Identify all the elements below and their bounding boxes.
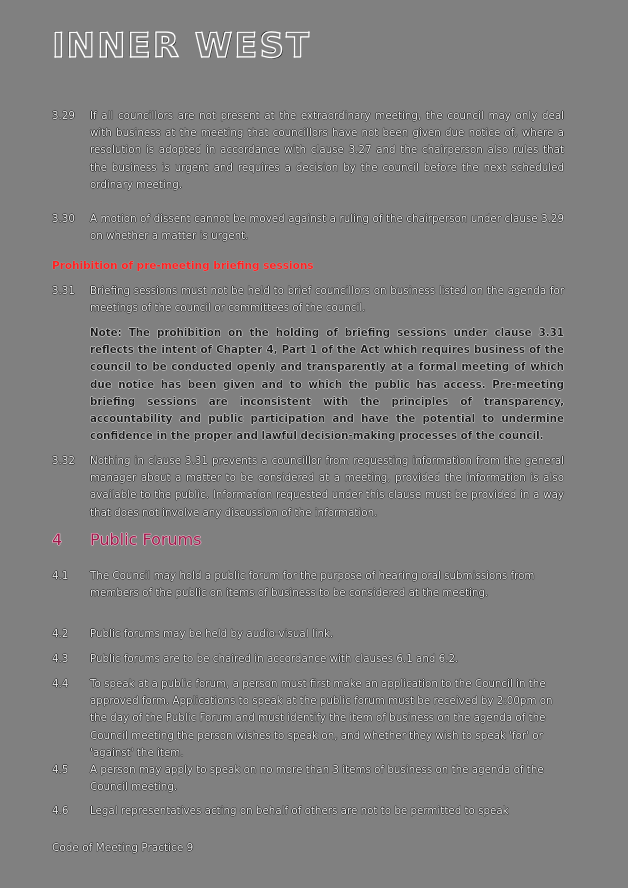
section-number: 4 xyxy=(52,530,63,549)
clause-text: The Council may hold a public forum for the purpose of hearing oral submissions from members of the public on items of business to be considered at the meeting. xyxy=(90,570,535,600)
clause-text: A motion of dissent cannot be moved against a ruling of the chairperson under clause 3.29 on whether a matter is urgent. xyxy=(90,213,564,243)
clause-3-29 xyxy=(52,108,564,194)
clause-3-32 xyxy=(52,453,564,522)
clause-text: Public forums may be held by audio-visual link. xyxy=(90,628,334,640)
clause-text: Briefing sessions must not be held to brief councillors on business listed on the agenda for meetings of the council or committees of the council. xyxy=(90,285,564,315)
clause-4-5 xyxy=(52,762,564,796)
clause-text: If all councillors are not present at the extraordinary meeting, the council may only deal with business at the meeting that councillors have not been given due notice of, where a resolution is adopted in accordance with clause 3.27 and the chairperson also rules that the business is urgent and requires a decision by the council before the next scheduled ordinary meeting. xyxy=(90,110,564,191)
subheading-briefing-sessions: Prohibition of pre-meeting briefing sessions xyxy=(52,260,314,272)
clause-text: Public forums are to be chaired in accordance with clauses 6.1 and 6.2. xyxy=(90,653,459,665)
page-footer: Code of Meeting Practice 9 xyxy=(52,842,194,854)
clause-4-6 xyxy=(52,803,564,820)
clause-4-2 xyxy=(52,626,564,643)
clause-number: 4.3 xyxy=(52,653,69,665)
clause-number: 3.32 xyxy=(52,455,75,467)
inner-west-logo: INNER WEST xyxy=(52,26,312,66)
clause-number: 4.2 xyxy=(52,628,69,640)
clause-4-1 xyxy=(52,568,564,602)
clause-3-31 xyxy=(52,283,564,317)
clause-number: 4.1 xyxy=(52,570,69,582)
clause-number: 4.4 xyxy=(52,678,69,690)
clause-text: Nothing in clause 3.31 prevents a councillor from requesting information from the general manager about a matter to be considered at a meeting, provided the information is also available to the public. Information requested under this clause must be provided in a way that does not involve any discussion of the information. xyxy=(90,455,564,519)
clause-number: 3.29 xyxy=(52,110,75,122)
clause-number: 4.5 xyxy=(52,764,69,776)
clause-number: 4.6 xyxy=(52,805,69,817)
clause-text: Legal representatives acting on behalf of others are not to be permitted to speak xyxy=(90,805,509,817)
clause-4-3 xyxy=(52,651,564,668)
clause-number: 3.31 xyxy=(52,285,75,297)
section-title: Public Forums xyxy=(90,530,202,549)
note-paragraph: Note: The prohibition on the holding of briefing sessions under clause 3.31 reflects the intent of Chapter 4, Part 1 of the Act which requires business of the council to be conducted openly and transparently at a formal meeting of which due notice has been given and to which the public has access. Pre-meeting briefing sessions are inconsistent with the principles of transparency, accountability and public participation and have the potential to undermine confidence in the proper and lawful decision-making processes of the council. xyxy=(90,327,564,443)
clause-number: 3.30 xyxy=(52,213,75,225)
clause-text: A person may apply to speak on no more than 3 items of business on the agenda of the Council meeting. xyxy=(90,764,544,794)
clause-4-4 xyxy=(52,676,564,762)
clause-text: To speak at a public forum, a person must first make an application to the Council in the approved form. Applications to speak at the public forum must be received by 2:00pm on the day of the Public Forum and must identify the item of business on the agenda of the Council meeting the person wishes to speak on, and whether they wish to speak 'for' or 'against' the item. xyxy=(90,678,553,759)
clause-3-30 xyxy=(52,211,564,245)
